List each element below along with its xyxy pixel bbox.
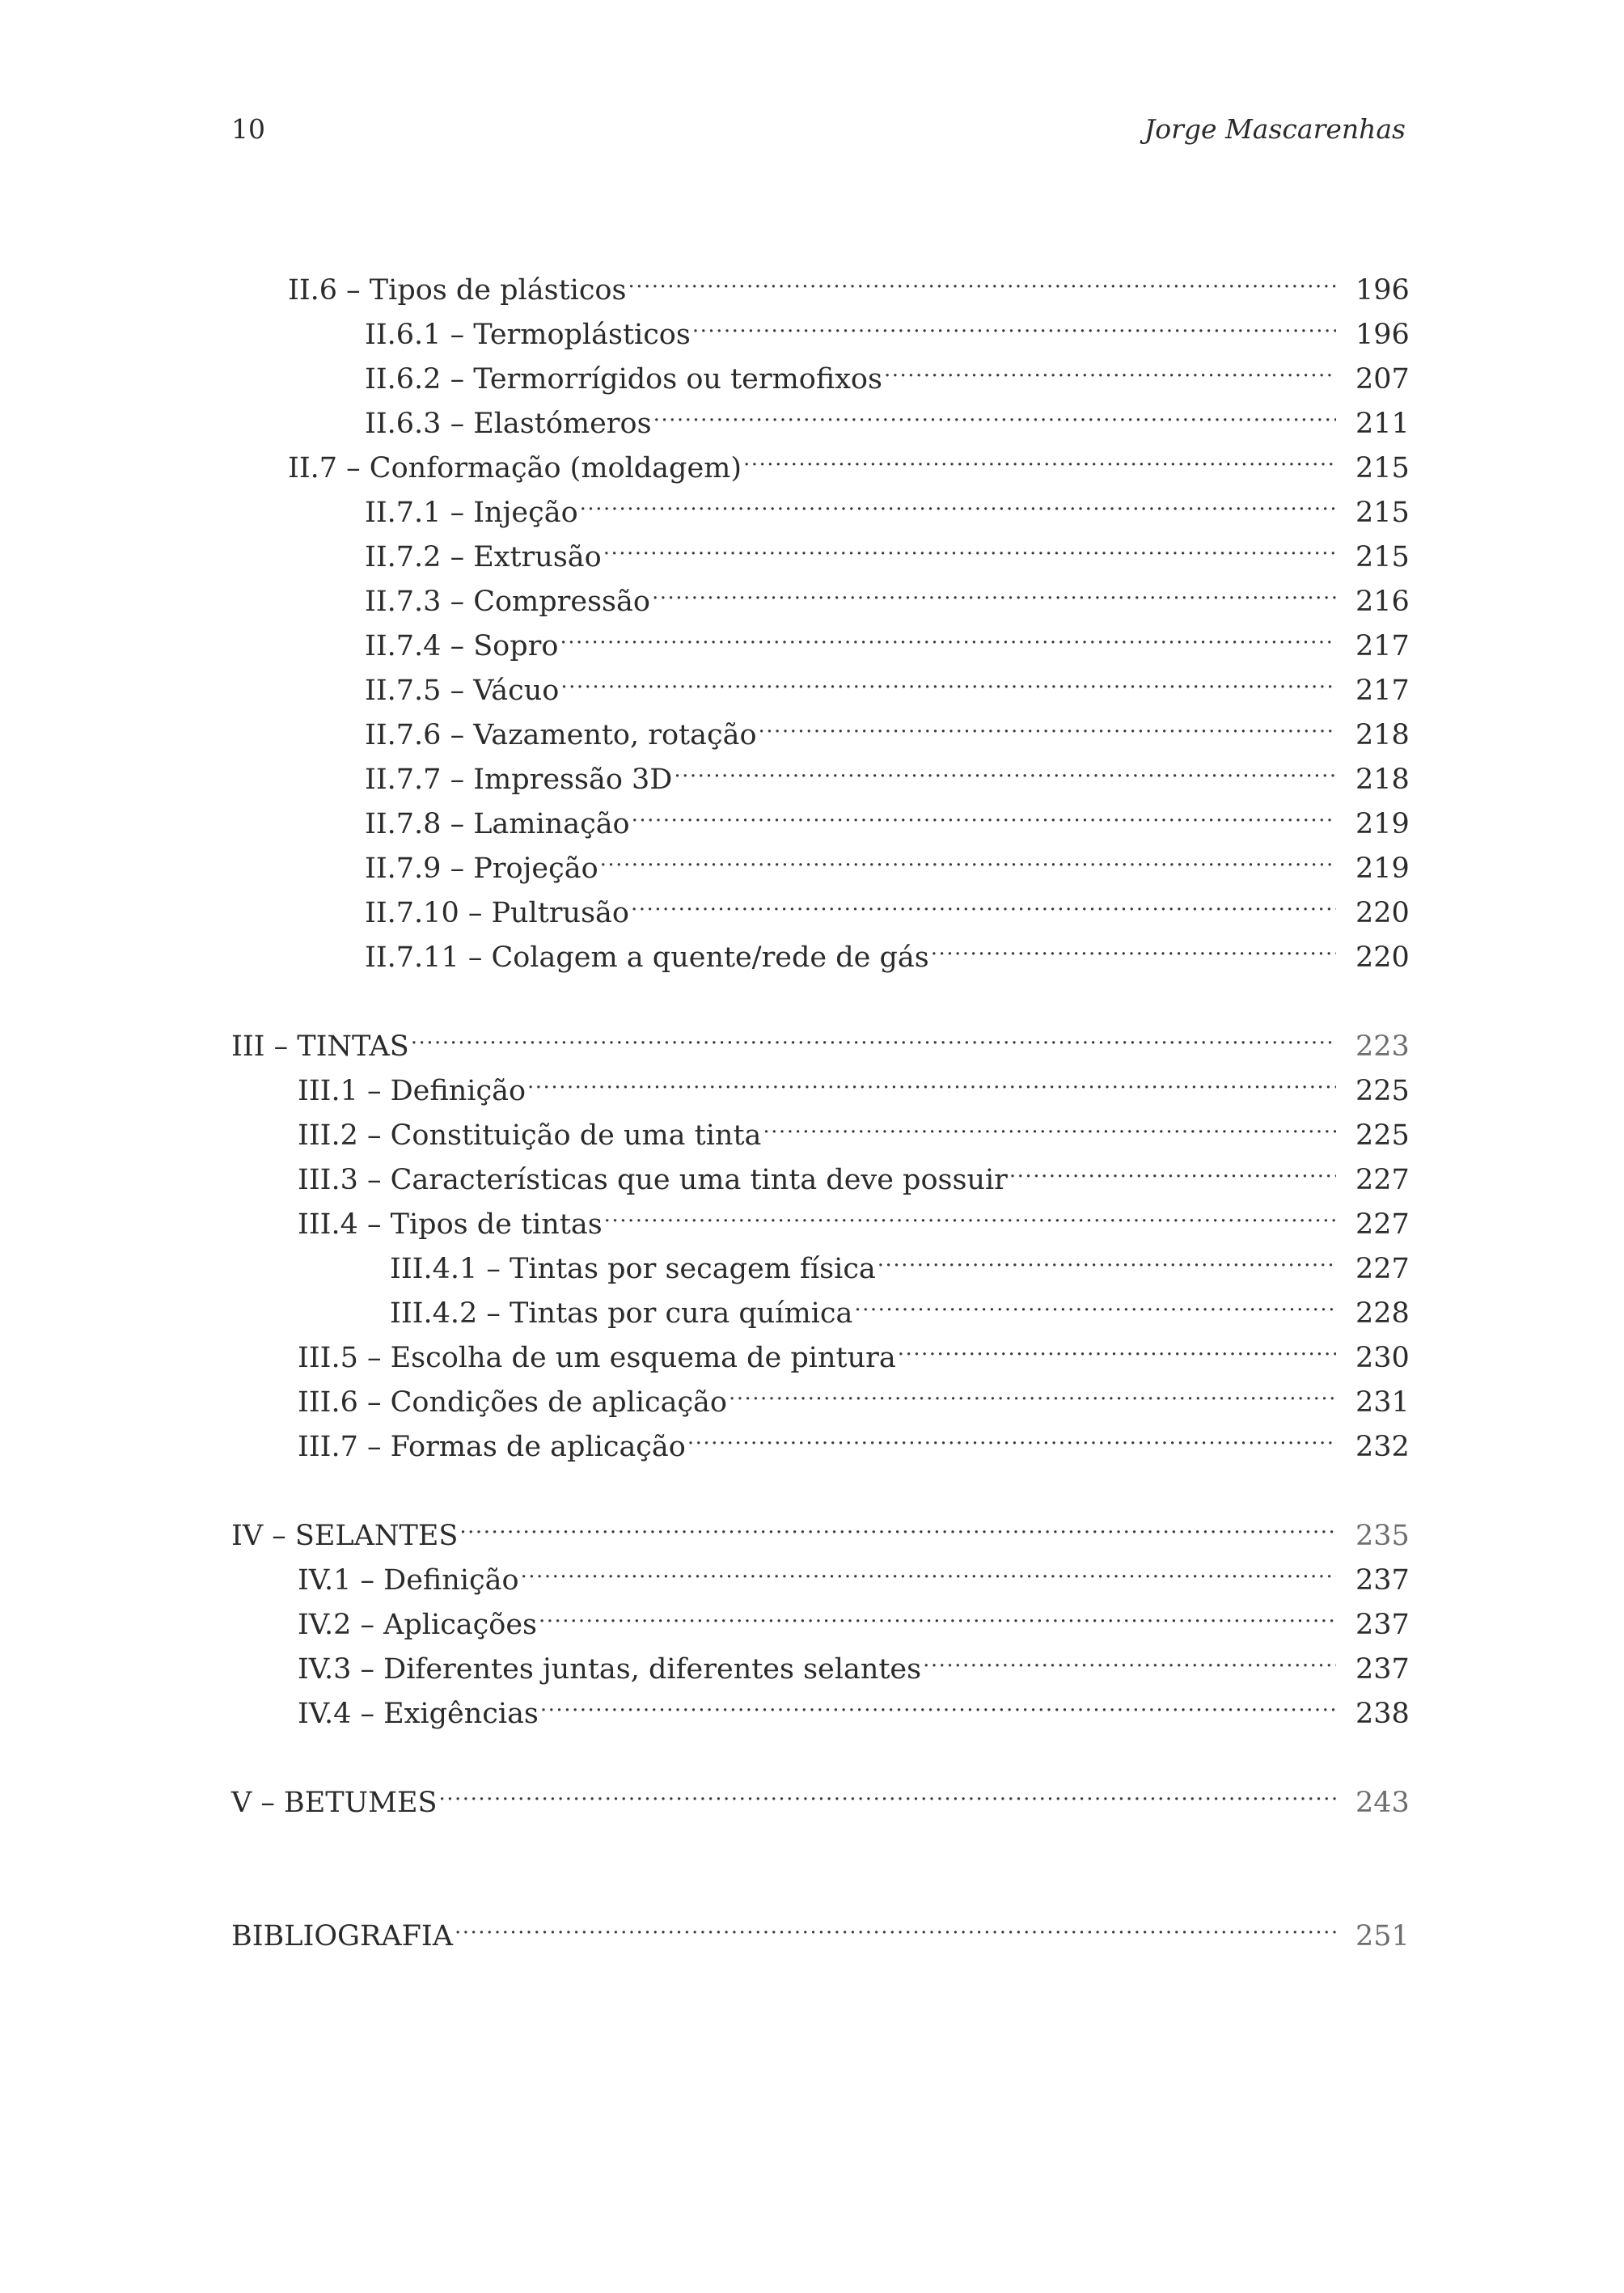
toc-dot-leader	[521, 1547, 1336, 1589]
toc-dot-leader	[687, 1414, 1336, 1456]
toc-entry-label: V – BETUMES	[231, 1787, 438, 1819]
toc-entry-label: III.3 – Características que uma tinta deve possuir	[298, 1164, 1008, 1196]
toc-entry[interactable]	[231, 435, 1410, 484]
toc-dot-leader	[604, 1191, 1336, 1233]
toc-dot-leader	[560, 658, 1336, 700]
toc-dot-leader	[459, 1503, 1336, 1545]
toc-chapter-entry[interactable]	[231, 1770, 1410, 1819]
toc-entry-label: II.7.4 – Sopro	[365, 630, 559, 662]
toc-entry[interactable]	[231, 302, 1410, 351]
toc-entry[interactable]	[231, 1058, 1410, 1107]
toc-entry-label: II.6.3 – Elastómeros	[365, 408, 652, 440]
toc-dot-leader	[1009, 1147, 1336, 1189]
page-number: 10	[231, 113, 265, 145]
toc-entry-label: II.7.5 – Vácuo	[365, 675, 560, 707]
toc-entry-page: 225	[1355, 1075, 1410, 1107]
toc-entry-page: 217	[1355, 675, 1410, 707]
toc-entry-label: II.6.1 – Termoplásticos	[365, 319, 691, 351]
toc-entry-page: 215	[1355, 497, 1410, 529]
toc-entry-page: 217	[1355, 630, 1410, 662]
toc-entry[interactable]	[231, 1681, 1410, 1730]
toc-dot-leader	[539, 1592, 1336, 1634]
toc-entry-page: 230	[1355, 1342, 1410, 1374]
toc-entry-label: II.7 – Conformação (moldagem)	[288, 452, 742, 484]
toc-entry-page: 251	[1355, 1920, 1410, 1952]
toc-entry-label: II.7.6 – Vazamento, rotação	[365, 719, 757, 751]
toc-entry[interactable]	[231, 924, 1410, 974]
toc-entry[interactable]	[231, 524, 1410, 573]
toc-dot-leader	[884, 346, 1336, 388]
toc-entry-page: 238	[1355, 1698, 1410, 1730]
toc-dot-leader	[931, 924, 1336, 967]
toc-entry[interactable]	[231, 1547, 1410, 1597]
toc-dot-leader	[652, 569, 1336, 611]
toc-entry-label: II.6.2 – Termorrígidos ou termofixos	[365, 363, 882, 396]
toc-entry-label: II.7.2 – Extrusão	[365, 541, 602, 573]
toc-entry[interactable]	[231, 880, 1410, 929]
toc-entry-page: 227	[1355, 1253, 1410, 1285]
toc-entry-label: III – TINTAS	[231, 1030, 409, 1063]
toc-entry-page: 232	[1355, 1431, 1410, 1463]
toc-entry-page: 218	[1355, 719, 1410, 751]
toc-entry[interactable]	[231, 613, 1410, 662]
page-header	[231, 112, 1406, 147]
toc-entry-page: 235	[1355, 1520, 1410, 1552]
toc-entry[interactable]	[231, 1236, 1410, 1285]
toc-chapter-entry[interactable]	[231, 1013, 1410, 1063]
toc-dot-leader	[878, 1236, 1336, 1278]
toc-entry[interactable]	[231, 1369, 1410, 1419]
toc-entry-page: 225	[1355, 1119, 1410, 1152]
toc-entry-label: IV.3 – Diferentes juntas, diferentes selantes	[298, 1653, 922, 1686]
toc-entry[interactable]	[231, 836, 1410, 885]
toc-entry[interactable]	[231, 480, 1410, 529]
toc-dot-leader	[603, 524, 1336, 566]
toc-entry-label: III.4 – Tipos de tintas	[298, 1208, 603, 1241]
toc-entry-label: BIBLIOGRAFIA	[231, 1920, 454, 1952]
toc-chapter-entry[interactable]	[231, 1503, 1410, 1552]
toc-entry-page: 237	[1355, 1609, 1410, 1641]
toc-entry-label: II.7.1 – Injeção	[365, 497, 578, 529]
toc-entry[interactable]	[231, 391, 1410, 440]
toc-dot-leader	[600, 836, 1336, 878]
toc-entry-page: 196	[1355, 319, 1410, 351]
toc-entry-label: II.7.11 – Colagem a quente/rede de gás	[365, 941, 929, 974]
toc-entry-page: 227	[1355, 1208, 1410, 1241]
toc-entry-label: II.6 – Tipos de plásticos	[288, 274, 627, 307]
toc-dot-leader	[854, 1280, 1336, 1322]
toc-entry[interactable]	[231, 257, 1410, 307]
toc-entry[interactable]	[231, 1102, 1410, 1152]
toc-dot-leader	[411, 1013, 1336, 1056]
toc-entry-label: IV.1 – Definição	[298, 1564, 519, 1597]
toc-entry-label: IV.4 – Exigências	[298, 1698, 539, 1730]
toc-entry-page: 227	[1355, 1164, 1410, 1196]
toc-entry-page: 219	[1355, 852, 1410, 885]
toc-dot-leader	[628, 257, 1336, 299]
toc-entry-page: 243	[1355, 1787, 1410, 1819]
toc-dot-leader	[455, 1903, 1336, 1945]
toc-entry-label: III.4.2 – Tintas por cura química	[390, 1297, 853, 1330]
toc-dot-leader	[653, 391, 1336, 433]
toc-entry-label: III.1 – Definição	[298, 1075, 527, 1107]
toc-dot-leader	[729, 1369, 1336, 1411]
toc-dot-leader	[527, 1058, 1336, 1100]
toc-entry[interactable]	[231, 1325, 1410, 1374]
toc-entry-label: II.7.10 – Pultrusão	[365, 897, 629, 929]
toc-entry-label: III.2 – Constituição de uma tinta	[298, 1119, 762, 1152]
toc-entry-page: 237	[1355, 1564, 1410, 1597]
toc-entry-page: 216	[1355, 586, 1410, 618]
running-head-author: Jorge Mascarenhas	[1144, 113, 1406, 145]
toc-entry-page: 228	[1355, 1297, 1410, 1330]
toc-entry[interactable]	[231, 1280, 1410, 1330]
toc-dot-leader	[923, 1636, 1336, 1678]
toc-dot-leader	[631, 880, 1336, 922]
toc-entry-page: 211	[1355, 408, 1410, 440]
toc-entry-page: 207	[1355, 363, 1410, 396]
toc-dot-leader	[439, 1770, 1336, 1812]
toc-entry-label: II.7.8 – Laminação	[365, 808, 630, 840]
toc-entry[interactable]	[231, 702, 1410, 751]
toc-entry[interactable]	[231, 346, 1410, 396]
toc-dot-leader	[632, 791, 1336, 833]
toc-entry[interactable]	[231, 1147, 1410, 1196]
toc-entry[interactable]	[231, 1592, 1410, 1641]
toc-dot-leader	[560, 613, 1336, 655]
toc-entry-label: III.6 – Condições de aplicação	[298, 1386, 727, 1419]
toc-entry-label: III.5 – Escolha de um esquema de pintura	[298, 1342, 896, 1374]
toc-entry[interactable]	[231, 747, 1410, 796]
toc-dot-leader	[763, 1102, 1336, 1144]
toc-entry-page: 215	[1355, 541, 1410, 573]
toc-entry-label: III.7 – Formas de aplicação	[298, 1431, 686, 1463]
toc-entry-page: 223	[1355, 1030, 1410, 1063]
toc-dot-leader	[898, 1325, 1336, 1367]
toc-chapter-entry[interactable]	[231, 1903, 1410, 1952]
toc-entry-label: II.7.7 – Impressão 3D	[365, 764, 673, 796]
toc-dot-leader	[743, 435, 1336, 477]
toc-entry[interactable]	[231, 569, 1410, 618]
toc-entry-label: II.7.3 – Compressão	[365, 586, 650, 618]
toc-entry-page: 218	[1355, 764, 1410, 796]
toc-entry[interactable]	[231, 791, 1410, 840]
toc-entry[interactable]	[231, 1414, 1410, 1463]
toc-entry-page: 231	[1355, 1386, 1410, 1419]
toc-dot-leader	[692, 302, 1336, 344]
toc-entry-label: IV – SELANTES	[231, 1520, 459, 1552]
toc-entry-page: 237	[1355, 1653, 1410, 1686]
toc-entry-label: II.7.9 – Projeção	[365, 852, 598, 885]
toc-entry[interactable]	[231, 1636, 1410, 1686]
toc-entry-page: 219	[1355, 808, 1410, 840]
toc-entry-page: 220	[1355, 941, 1410, 974]
toc-dot-leader	[674, 747, 1336, 789]
toc-dot-leader	[759, 702, 1336, 744]
toc-entry[interactable]	[231, 658, 1410, 707]
toc-dot-leader	[540, 1681, 1336, 1723]
toc-entry-label: III.4.1 – Tintas por secagem física	[390, 1253, 876, 1285]
toc-dot-leader	[580, 480, 1336, 522]
toc-entry-page: 220	[1355, 897, 1410, 929]
toc-entry-page: 215	[1355, 452, 1410, 484]
toc-entry-label: IV.2 – Aplicações	[298, 1609, 538, 1641]
toc-entry[interactable]	[231, 1191, 1410, 1241]
toc-entry-page: 196	[1355, 274, 1410, 307]
